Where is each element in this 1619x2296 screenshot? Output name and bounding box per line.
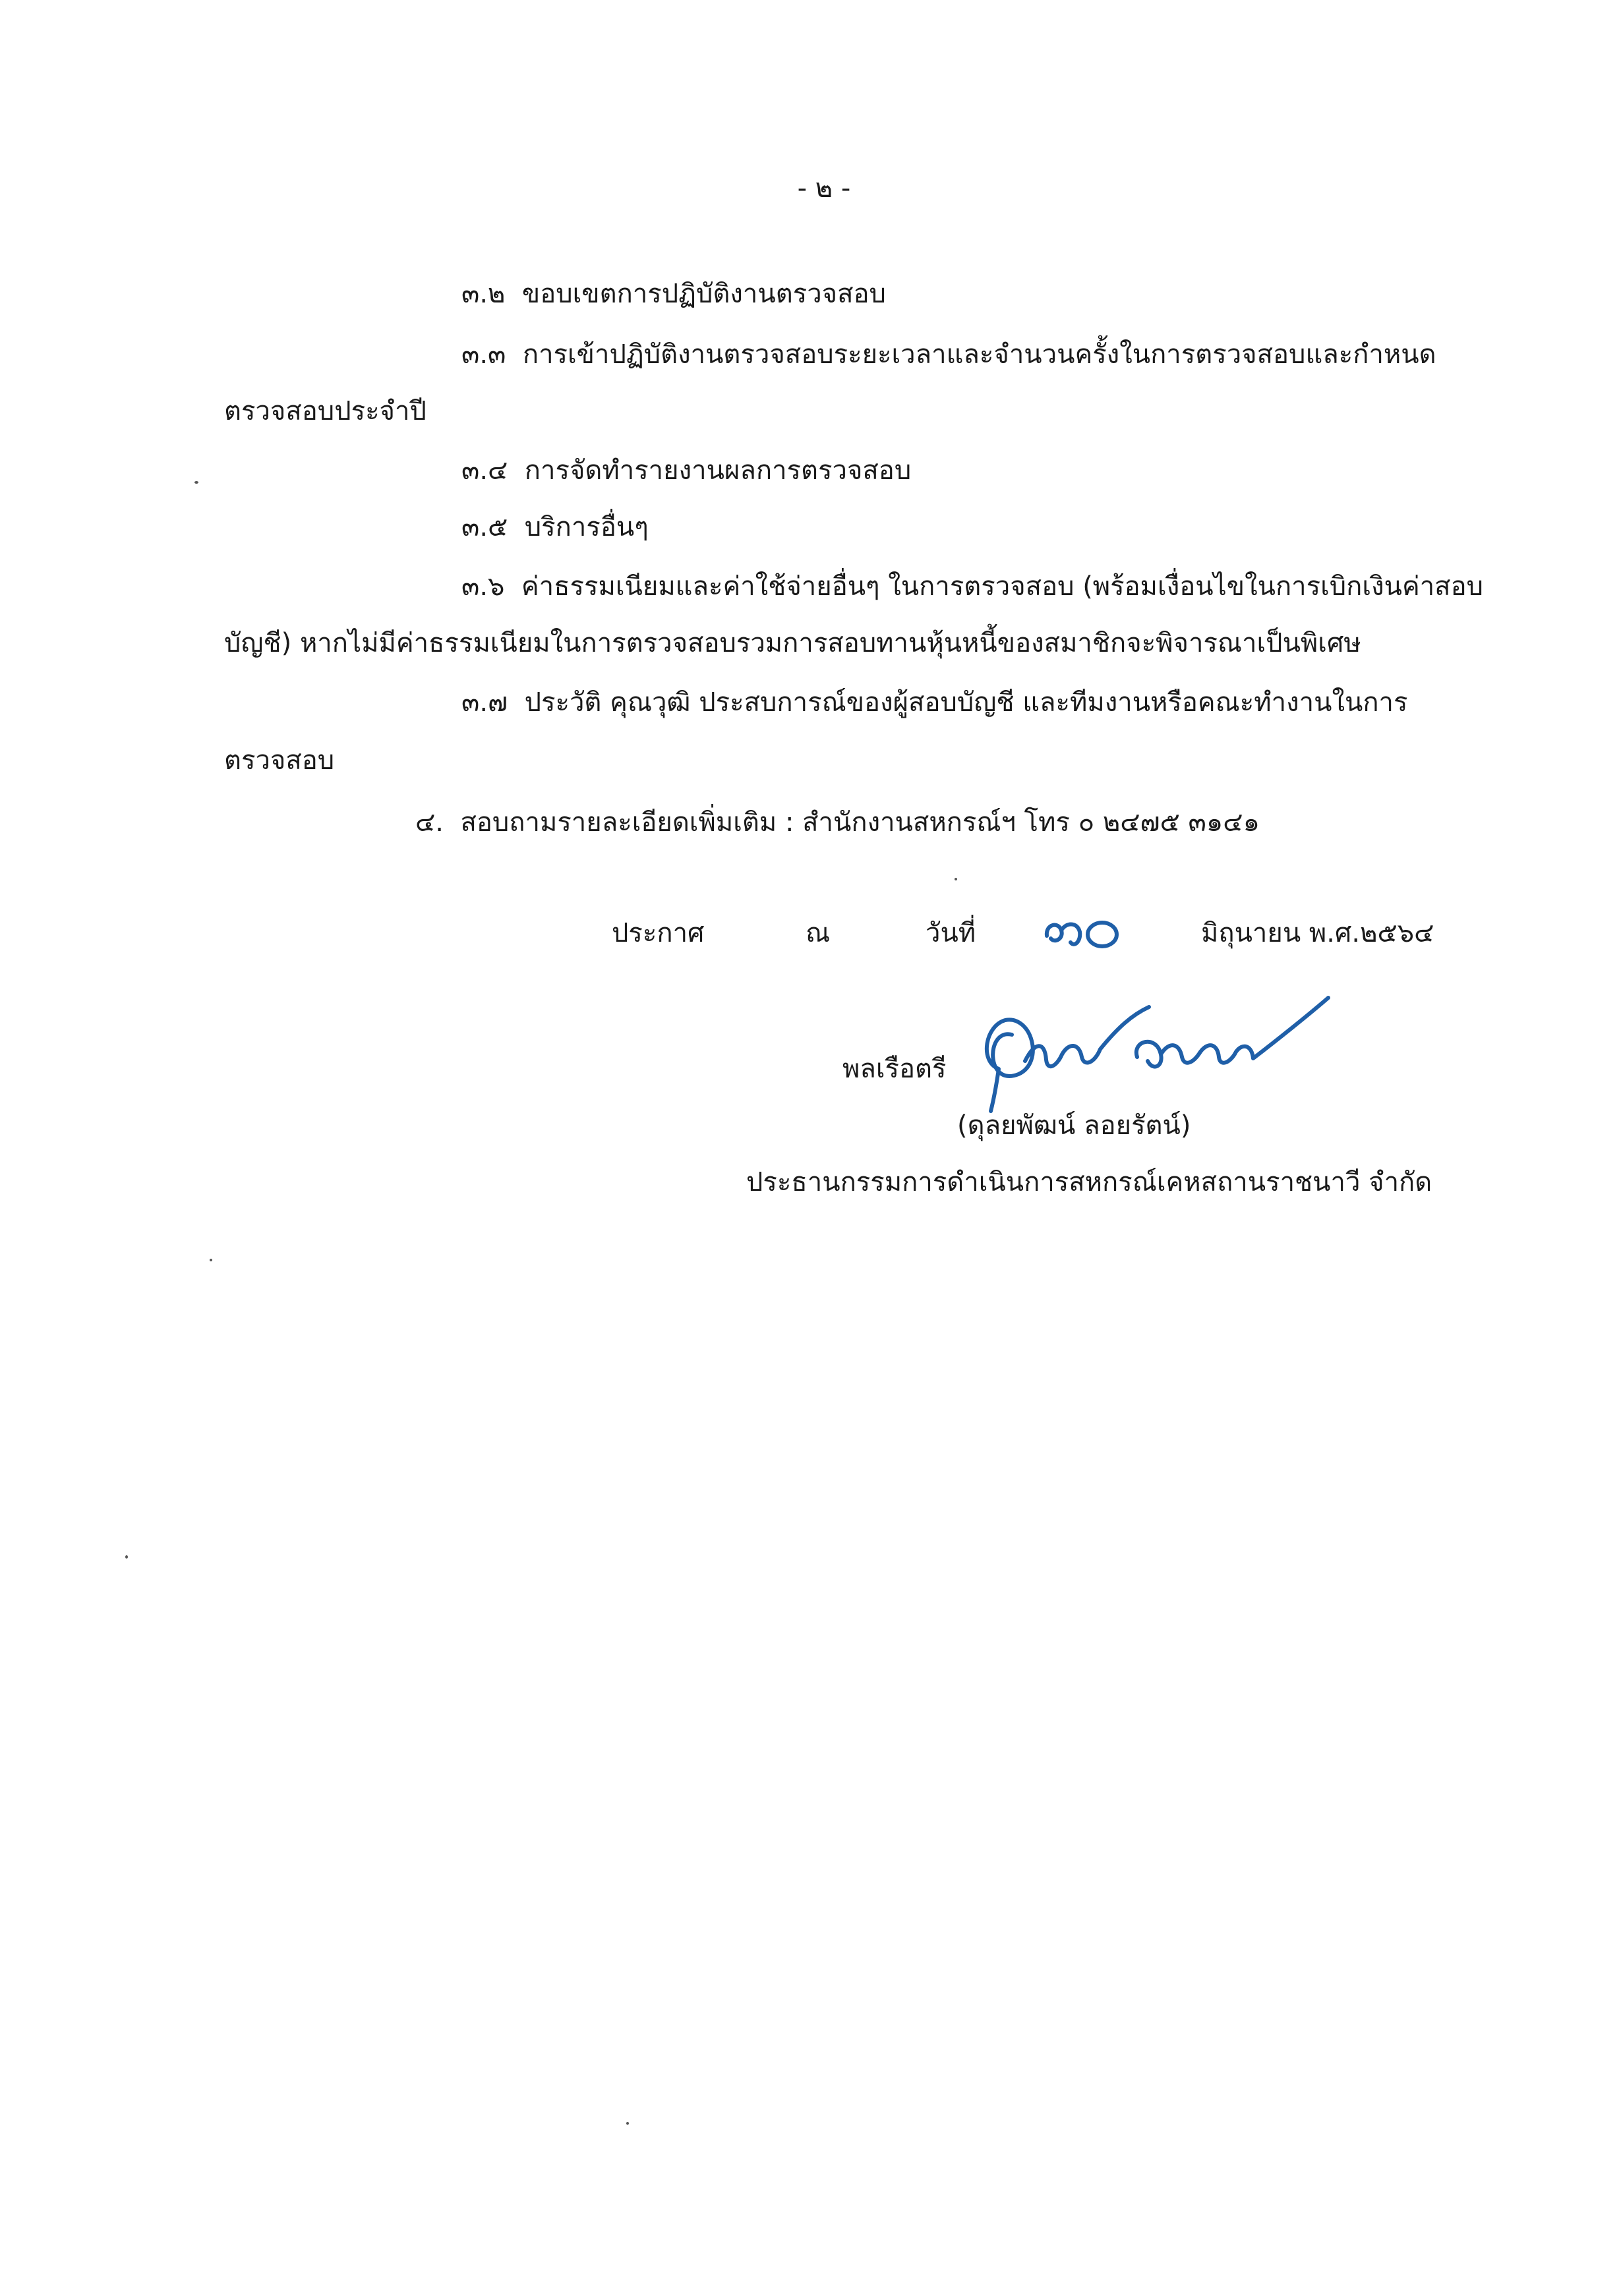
item-text: ค่าธรรมเนียมและค่าใช้จ่ายอื่นๆ ในการตรวจสอบ (พร้อมเงื่อนไขในการเบิกเงินค่าสอบ [521,571,1483,602]
item-number: ๓.๓ [461,339,506,370]
scan-speck [194,481,198,484]
item-text: ขอบเขตการปฏิบัติงานตรวจสอบ [521,279,886,309]
item-3-3-continuation: ตรวจสอบประจำปี [224,396,427,426]
announce-label: ประกาศ [612,918,705,948]
scan-speck [125,1555,128,1559]
scan-speck [955,878,957,880]
item-number: ๓.๖ [461,571,505,602]
scan-speck [626,2122,629,2125]
item-3-7-continuation: ตรวจสอบ [224,745,335,776]
item-number: ๓.๔ [461,455,508,486]
item-text: การเข้าปฏิบัติงานตรวจสอบระยะเวลาและจำนวนครั้งในการตรวจสอบและกำหนด [522,339,1436,370]
item-3-5 [461,509,649,546]
item-3-2 [461,275,886,312]
item-number: ๓.๒ [461,279,506,309]
item-3-4 [461,452,911,489]
announce-day-label: วันที่ [926,918,976,948]
item-4 [415,804,1260,841]
handwritten-day [1042,909,1127,962]
item-3-3 [461,336,1473,373]
signer-rank: พลเรือตรี [842,1054,947,1084]
item-number: ๔. [415,807,444,838]
item-text: การจัดทำรายงานผลการตรวจสอบ [524,455,912,486]
item-text: บริการอื่นๆ [524,512,649,542]
item-3-7 [461,684,1473,721]
item-text: สอบถามรายละเอียดเพิ่มเติม : สำนักงานสหกรณ์ฯ โทร ๐ ๒๔๗๕ ๓๑๔๑ [460,807,1260,838]
scan-speck [210,1259,212,1261]
page-number: - ๒ - [797,173,851,204]
announce-month-year: มิถุนายน พ.ศ.๒๕๖๔ [1201,918,1434,948]
item-number: ๓.๕ [461,512,508,542]
item-3-6 [461,568,1483,605]
signer-position: ประธานกรรมการดำเนินการสหกรณ์เคหสถานราชนาวี จำกัด [746,1167,1432,1197]
item-3-6-continuation: บัญชี) หากไม่มีค่าธรรมเนียมในการตรวจสอบรวมการสอบทานหุ้นหนี้ของสมาชิกจะพิจารณาเป็นพิเศษ [224,628,1361,658]
announce-at: ณ [806,918,831,948]
signer-name: (ดุลยพัฒน์ ลอยรัตน์) [957,1110,1191,1141]
signature [959,989,1341,1114]
item-text: ประวัติ คุณวุฒิ ประสบการณ์ของผู้สอบบัญชี และทีมงานหรือคณะทำงานในการ [524,687,1408,718]
item-number: ๓.๗ [461,687,508,718]
